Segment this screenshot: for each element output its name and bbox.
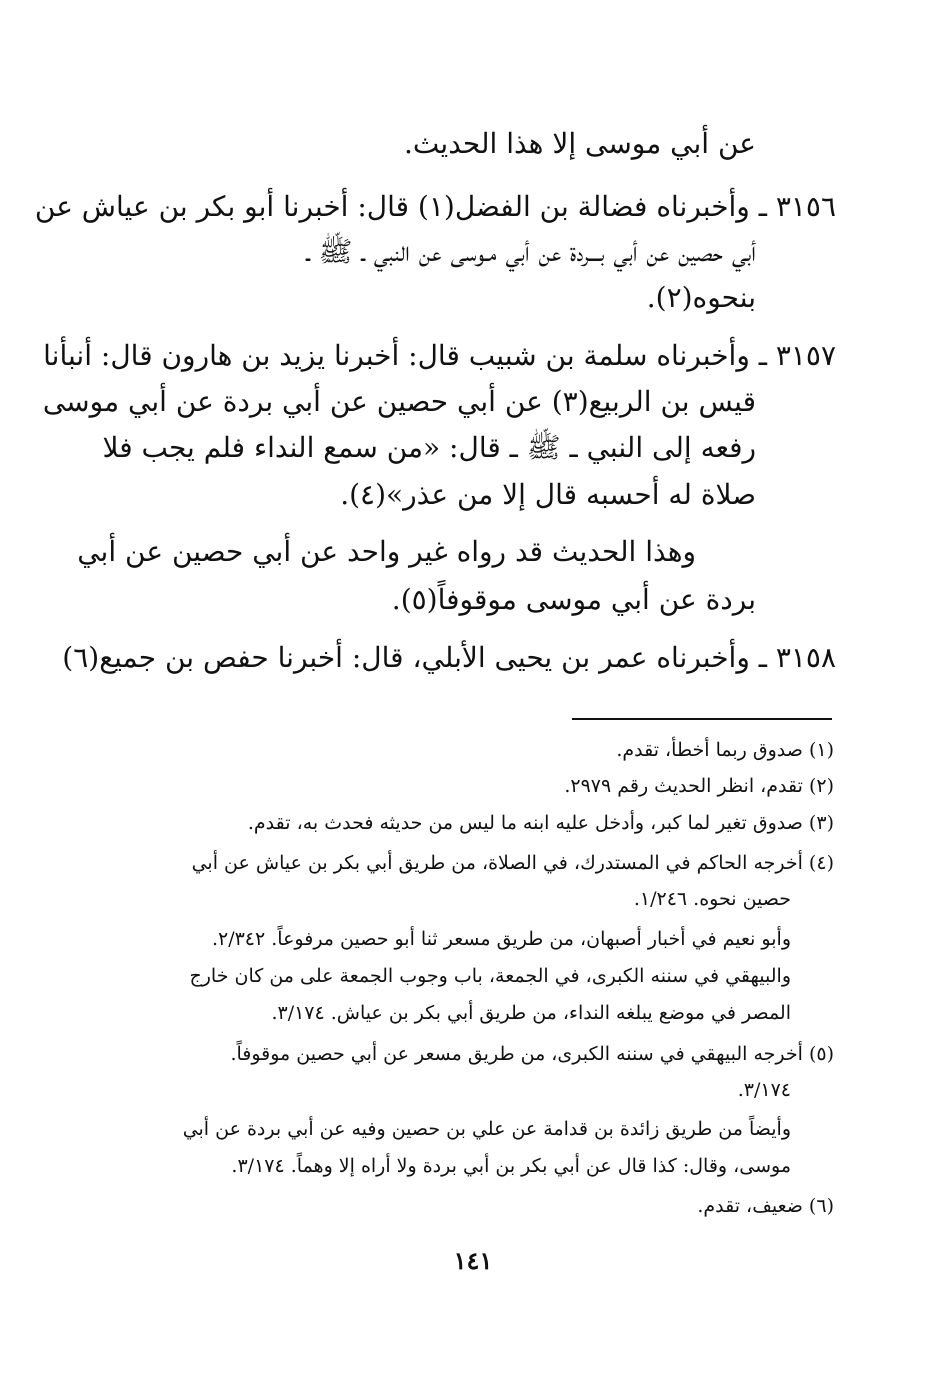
footnote-line: (٤) أخرجه الحاكم في المستدرك، في الصلاة، من طريق أبي بكر بن عياش عن أبي (191, 852, 834, 874)
main-text-line: قيس بن الربيع(٣) عن أبي حصين عن أبي بردة عن أبي موسى (42, 385, 756, 418)
footnote-line: (٢) تقدم، انظر الحديث رقم ٢٩٧٩. (564, 775, 834, 797)
main-text-line: ٣١٥٦ ـ وأخبرناه فضالة بن الفضل(١) قال: أخبرنا أبو بكر بن عياش عن (34, 190, 836, 223)
footnote-line: وأبو نعيم في أخبار أصبهان، من طريق مسعر ثنا أبو حصين مرفوعاً. ٢/٣٤٢. (211, 928, 791, 950)
footnote-line: المصر في موضع يبلغه النداء، من طريق أبي بكر بن عياش. ٣/١٧٤. (271, 1002, 791, 1024)
footnote-line: موسى، وقال: كذا قال عن أبي بكر بن أبي بردة ولا أراه إلا وهماً. ٣/١٧٤. (231, 1155, 791, 1177)
footnote-line: حصين نحوه. ١/٢٤٦. (633, 888, 791, 910)
footnote-line: (٥) أخرجه البيهقي في سننه الكبرى، من طريق مسعر عن أبي حصين موقوفاً. (230, 1043, 834, 1065)
main-text-line: أبي حصين عن أبي بـــردة عن أبي مـوسى عن النبي ـ ﷺ ـ (306, 235, 756, 268)
footnote-line: ٣/١٧٤. (737, 1079, 791, 1101)
footnote-line: وأيضاً من طريق زائدة بن قدامة عن علي بن حصين وفيه عن أبي بردة عن أبي (182, 1118, 791, 1140)
footnote-line: والبيهقي في سننه الكبرى، في الجمعة، باب وجوب الجمعة على من كان خارج (189, 965, 791, 987)
main-text-line: رفعه إلى النبي ـ ﷺ ـ قال: «من سمع النداء فلم يجب فلا (102, 431, 756, 464)
main-text-line: ٣١٥٧ ـ وأخبرناه سلمة بن شبيب قال: أخبرنا يزيد بن هارون قال: أنبأنا (43, 339, 836, 372)
main-text-line: بنحوه(٢). (646, 281, 756, 314)
footnote-line: (٦) ضعيف، تقدم. (697, 1195, 834, 1217)
main-text-line: عن أبي موسى إلا هذا الحديث. (404, 127, 756, 160)
main-text-line: صلاة له أحسبه قال إلا من عذر»(٤). (340, 478, 756, 511)
footnote-separator (572, 718, 832, 720)
footnote-line: (٣) صدوق تغير لما كبر، وأدخل عليه ابنه ما ليس من حديثه فحدث به، تقدم. (247, 812, 834, 834)
page-number: ١٤١ (453, 1246, 493, 1275)
main-text-line: وهذا الحديث قد رواه غير واحد عن أبي حصين عن أبي (77, 535, 696, 568)
main-text-line: بردة عن أبي موسى موقوفاً(٥). (391, 583, 756, 616)
footnote-line: (١) صدوق ربما أخطأ، تقدم. (616, 739, 834, 761)
main-text-line: ٣١٥٨ ـ وأخبرناه عمر بن يحيى الأبلي، قال: أخبرنا حفص بن جميع(٦) (62, 641, 836, 674)
